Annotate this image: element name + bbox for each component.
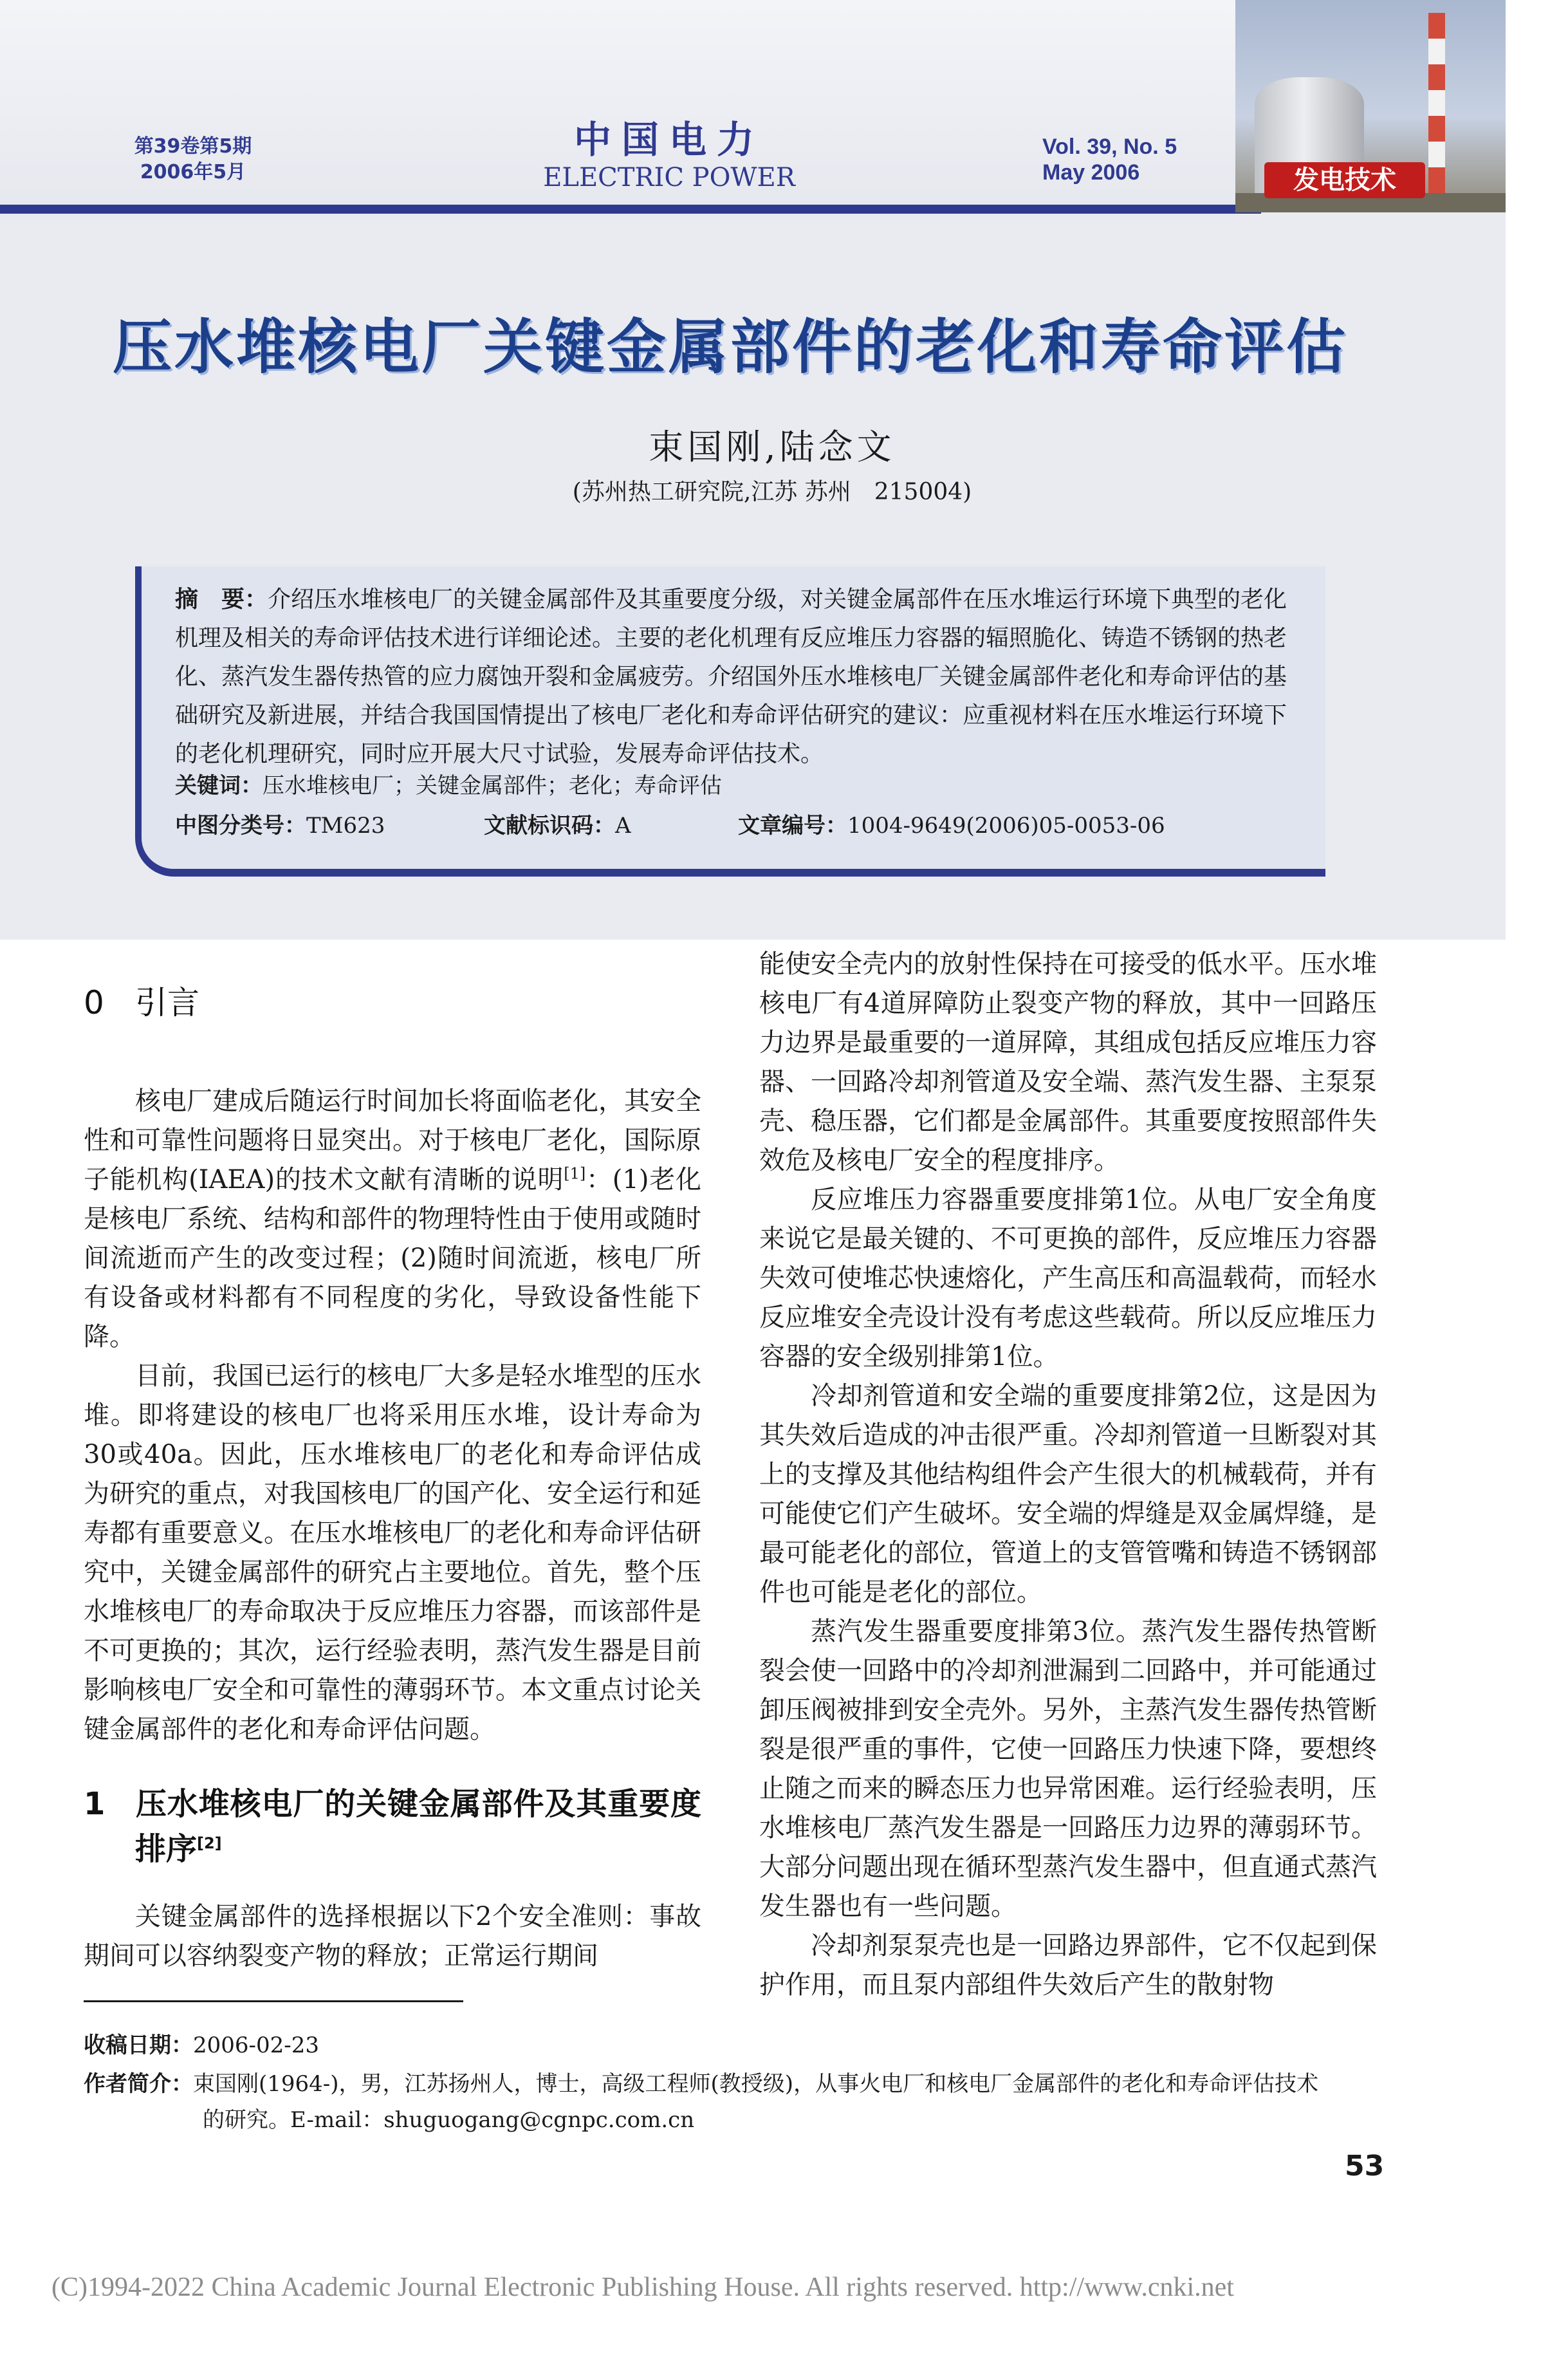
doc-code-label: 文献标识码： bbox=[484, 813, 615, 839]
header-rule bbox=[0, 205, 1261, 214]
section-0-heading bbox=[84, 981, 701, 1024]
received-date bbox=[84, 2027, 319, 2063]
keywords-text: 压水堆核电厂；关键金属部件；老化；寿命评估 bbox=[263, 773, 722, 799]
paragraph: 冷却剂泵泵壳也是一回路边界部件，它不仅起到保护作用，而且泵内部组件失效后产生的散射物 bbox=[759, 1931, 1377, 2000]
section-0-title: 引言 bbox=[135, 984, 199, 1021]
citation: [1] bbox=[564, 1164, 586, 1183]
article-no-cell bbox=[738, 810, 1165, 842]
volume-info-en bbox=[1042, 134, 1216, 185]
bio-label: 作者简介： bbox=[84, 2071, 193, 2097]
clc-cell bbox=[175, 810, 385, 842]
issue-date-en: May 2006 bbox=[1042, 160, 1140, 185]
volume-issue-en: Vol. 39, No. 5 bbox=[1042, 135, 1177, 159]
keywords bbox=[175, 770, 1307, 802]
article-title: 压水堆核电厂关键金属部件的老化和寿命评估 bbox=[113, 313, 1349, 382]
issue-date-cn: 2006年5月 bbox=[140, 161, 246, 183]
received-label: 收稿日期： bbox=[84, 2032, 193, 2058]
keywords-label: 关键词： bbox=[175, 773, 263, 799]
clc-value: TM623 bbox=[306, 813, 385, 839]
section-1-number: 1 bbox=[84, 1786, 106, 1822]
doc-code-value: A bbox=[615, 813, 631, 839]
bio-text: 束国刚(1964-)，男，江苏扬州人，博士，高级工程师(教授级)，从事火电厂和核电厂金属部件的老化和寿命评估技术 bbox=[193, 2071, 1319, 2097]
abstract bbox=[175, 581, 1295, 774]
paragraph-text: 核电厂建成后随运行时间加长将面临老化，其安全性和可靠性问题将日显突出。对于核电厂老化，国际原子能机构(IAEA)的技术文献有清晰的说明 bbox=[84, 1086, 701, 1195]
journal-name-en: ELECTRIC POWER bbox=[543, 163, 795, 192]
paragraph: 蒸汽发生器重要度排第3位。蒸汽发生器传热管断裂会使一回路中的冷却剂泄漏到二回路中，并可能通过卸压阀被排到安全壳外。另外，主蒸汽发生器传热管断裂是很严重的事件，它使一回路压力快速下降，要想终止随之而来的瞬态压力也异常困难。运行经验表明，压水堆核电厂蒸汽发生器是一回路压力边界的薄弱环节。大部分问题出现在循环型蒸汽发生器中，但直通式蒸汽发生器也有一些问题。 bbox=[759, 1617, 1377, 1921]
paragraph bbox=[84, 1082, 701, 1357]
article-authors: 束国刚,陆念文 bbox=[649, 427, 896, 467]
page-number: 53 bbox=[1345, 2150, 1385, 2182]
abstract-label: 摘 要： bbox=[175, 586, 268, 613]
abstract-text: 介绍压水堆核电厂的关键金属部件及其重要度分级，对关键金属部件在压水堆运行环境下典型的老化机理及相关的寿命评估技术进行详细论述。主要的老化机理有反应堆压力容器的辐照脆化、铸造不锈钢的热老化、蒸汽发生器传热管的应力腐蚀开裂和金属疲劳。介绍国外压水堆核电厂关键金属部件老化和寿命评估的基础研究及新进展，并结合我国国情提出了核电厂老化和寿命评估研究的建议：应重视材料在压水堆运行环境下的老化机理研究，同时应开展大尺寸试验，发展寿命评估技术。 bbox=[175, 586, 1287, 767]
author-affiliation: (苏州热工研究院,江苏 苏州 215004) bbox=[572, 479, 972, 505]
paragraph-text: ：(1)老化是核电厂系统、结构和部件的物理特性由于使用或随时间流逝而产生的改变过程；(2)随时间流逝，核电厂所有设备或材料都有不同程度的劣化，导致设备性能下降。 bbox=[84, 1165, 701, 1352]
journal-name-cn: 中国电力 bbox=[573, 118, 764, 162]
paragraph: 能使安全壳内的放射性保持在可接受的低水平。压水堆核电厂有4道屏障防止裂变产物的释放，其中一回路压力边界是最重要的一道屏障，其组成包括反应堆压力容器、一回路冷却剂管道及安全端、蒸汽发生器、主泵泵壳、稳压器，它们都是金属部件。其重要度按照部件失效危及核电厂安全的程度排序。 bbox=[759, 949, 1377, 1175]
doc-code-cell bbox=[484, 810, 631, 842]
article-no-label: 文章编号： bbox=[738, 813, 847, 839]
section-0-number: 0 bbox=[84, 984, 104, 1021]
paragraph: 目前，我国已运行的核电厂大多是轻水堆型的压水堆。即将建设的核电厂也将采用压水堆，设计寿命为30或40a。因此，压水堆核电厂的老化和寿命评估成为研究的重点，对我国核电厂的国产化、安全运行和延寿都有重要意义。在压水堆核电厂的老化和寿命评估研究中，关键金属部件的研究占主要地位。首先，整个压水堆核电厂的寿命取决于反应堆压力容器，而该部件是不可更换的；其次，运行经验表明，蒸汽发生器是目前影响核电厂安全和可靠性的薄弱环节。本文重点讨论关键金属部件的老化和寿命评估问题。 bbox=[84, 1361, 701, 1744]
column-tag: 发电技术 bbox=[1264, 162, 1425, 198]
body-column-left bbox=[84, 981, 701, 1976]
paragraph: 关键金属部件的选择根据以下2个安全准则：事故期间可以容纳裂变产物的释放；正常运行期间 bbox=[84, 1902, 701, 1971]
body-column-right bbox=[759, 945, 1377, 2005]
copyright-notice: (C)1994-2022 China Academic Journal Electronic Publishing House. All rights reserved. http://www.cnki.net bbox=[51, 2273, 1234, 2302]
volume-issue-cn: 第39卷第5期 bbox=[134, 135, 252, 158]
paragraph: 反应堆压力容器重要度排第1位。从电厂安全角度来说它是最关键的、不可更换的部件，反应堆压力容器失效可使堆芯快速熔化，产生高压和高温载荷，而轻水反应堆安全壳设计没有考虑这些载荷。所以反应堆压力容器的安全级别排第1位。 bbox=[759, 1185, 1377, 1372]
section-1-heading bbox=[84, 1781, 701, 1872]
received-value: 2006-02-23 bbox=[193, 2032, 320, 2058]
clc-label: 中图分类号： bbox=[175, 813, 306, 839]
section-1-title: 压水堆核电厂的关键金属部件及其重要度排序 bbox=[135, 1786, 701, 1867]
article-no-value: 1004-9649(2006)05-0053-06 bbox=[847, 813, 1165, 839]
bio-text-continued: 的研究。E-mail：shuguogang@cgnpc.com.cn bbox=[203, 2107, 695, 2133]
paragraph: 冷却剂管道和安全端的重要度排第2位，这是因为其失效后造成的冲击很严重。冷却剂管道一旦断裂对其上的支撑及其他结构组件会产生很大的机械载荷，并有可能使它们产生破坏。安全端的焊缝是双金属焊缝，是最可能老化的部位，管道上的支管管嘴和铸造不锈钢部件也可能是老化的部位。 bbox=[759, 1381, 1377, 1607]
journal-name bbox=[502, 117, 836, 193]
citation: [2] bbox=[197, 1834, 222, 1852]
volume-info-cn bbox=[113, 134, 273, 185]
chimney-shape bbox=[1428, 13, 1445, 200]
footnote-rule bbox=[84, 2000, 463, 2002]
author-bio bbox=[84, 2066, 1409, 2138]
